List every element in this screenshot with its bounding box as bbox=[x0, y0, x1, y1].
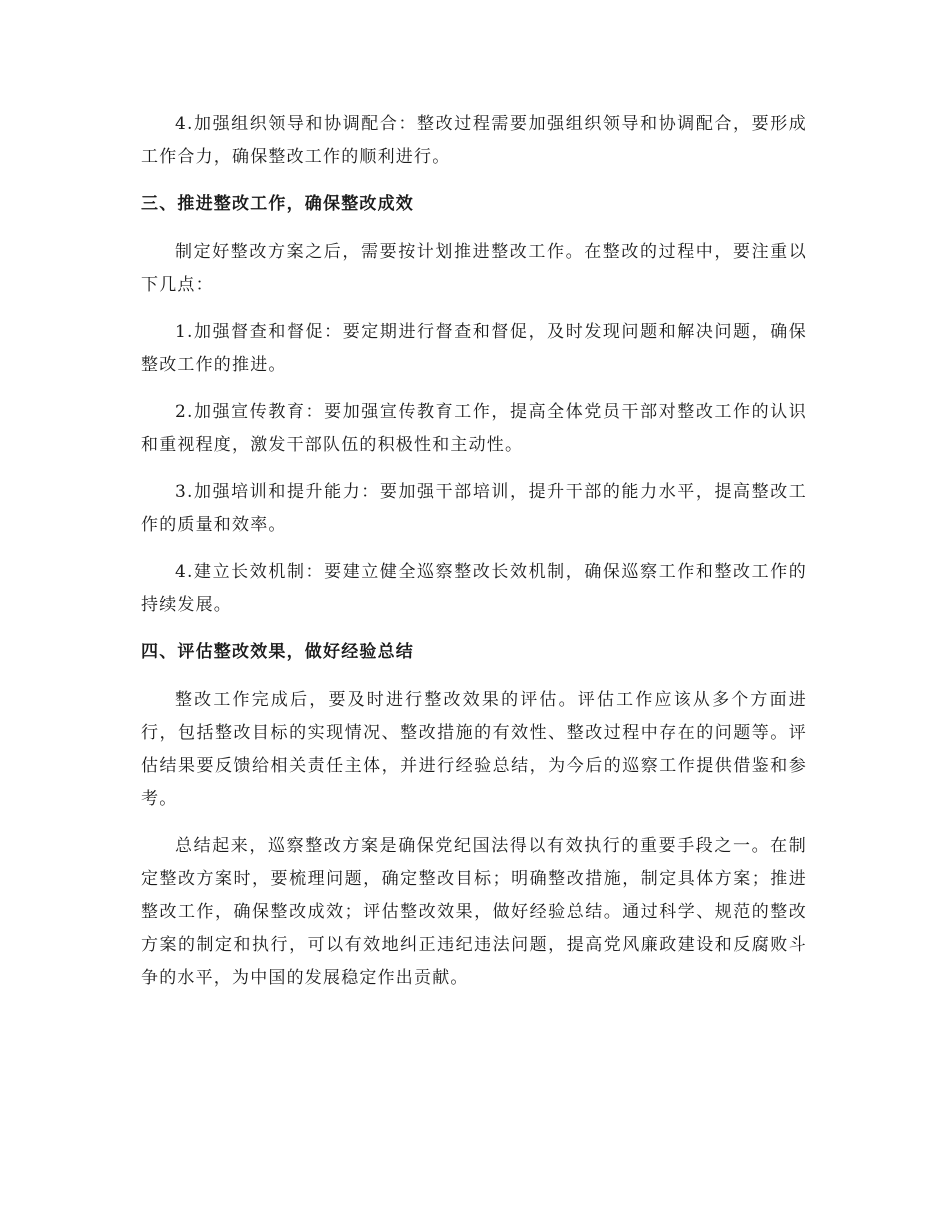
paragraph-item-4-mechanism: 4.建立长效机制：要建立健全巡察整改长效机制，确保巡察工作和整改工作的持续发展。 bbox=[141, 562, 807, 615]
paragraph-summary: 总结起来，巡察整改方案是确保党纪国法得以有效执行的重要手段之一。在制定整改方案时，要梳理问题，确定整改目标；明确整改措施，制定具体方案；推进整改工作，确保整改成效；评估整改效果，做好经验总结。通过科学、规范的整改方案的制定和执行，可以有效地纠正违纪违法问题，提高党风廉政建设和反腐败斗争的水平，为中国的发展稳定作出贡献。 bbox=[141, 836, 807, 988]
paragraph-item-3-training: 3.加强培训和提升能力：要加强干部培训，提升干部的能力水平，提高整改工作的质量和效率。 bbox=[141, 482, 807, 535]
paragraph-item-1-supervision: 1.加强督查和督促：要定期进行督查和督促，及时发现问题和解决问题，确保整改工作的推进。 bbox=[141, 322, 807, 375]
section-heading-4: 四、评估整改效果，做好经验总结 bbox=[141, 642, 414, 662]
document-body bbox=[141, 108, 807, 1009]
paragraph-item-4-leadership: 4.加强组织领导和协调配合：整改过程需要加强组织领导和协调配合，要形成工作合力，确保整改工作的顺利进行。 bbox=[141, 114, 807, 167]
section-heading-3: 三、推进整改工作，确保整改成效 bbox=[141, 194, 414, 214]
paragraph-item-2-education: 2.加强宣传教育：要加强宣传教育工作，提高全体党员干部对整改工作的认识和重视程度，激发干部队伍的积极性和主动性。 bbox=[141, 402, 807, 455]
paragraph-intro-advance: 制定好整改方案之后，需要按计划推进整改工作。在整改的过程中，要注重以下几点： bbox=[141, 242, 807, 295]
paragraph-evaluation: 整改工作完成后，要及时进行整改效果的评估。评估工作应该从多个方面进行，包括整改目标的实现情况、整改措施的有效性、整改过程中存在的问题等。评估结果要反馈给相关责任主体，并进行经验总结，为今后的巡察工作提供借鉴和参考。 bbox=[141, 690, 807, 809]
